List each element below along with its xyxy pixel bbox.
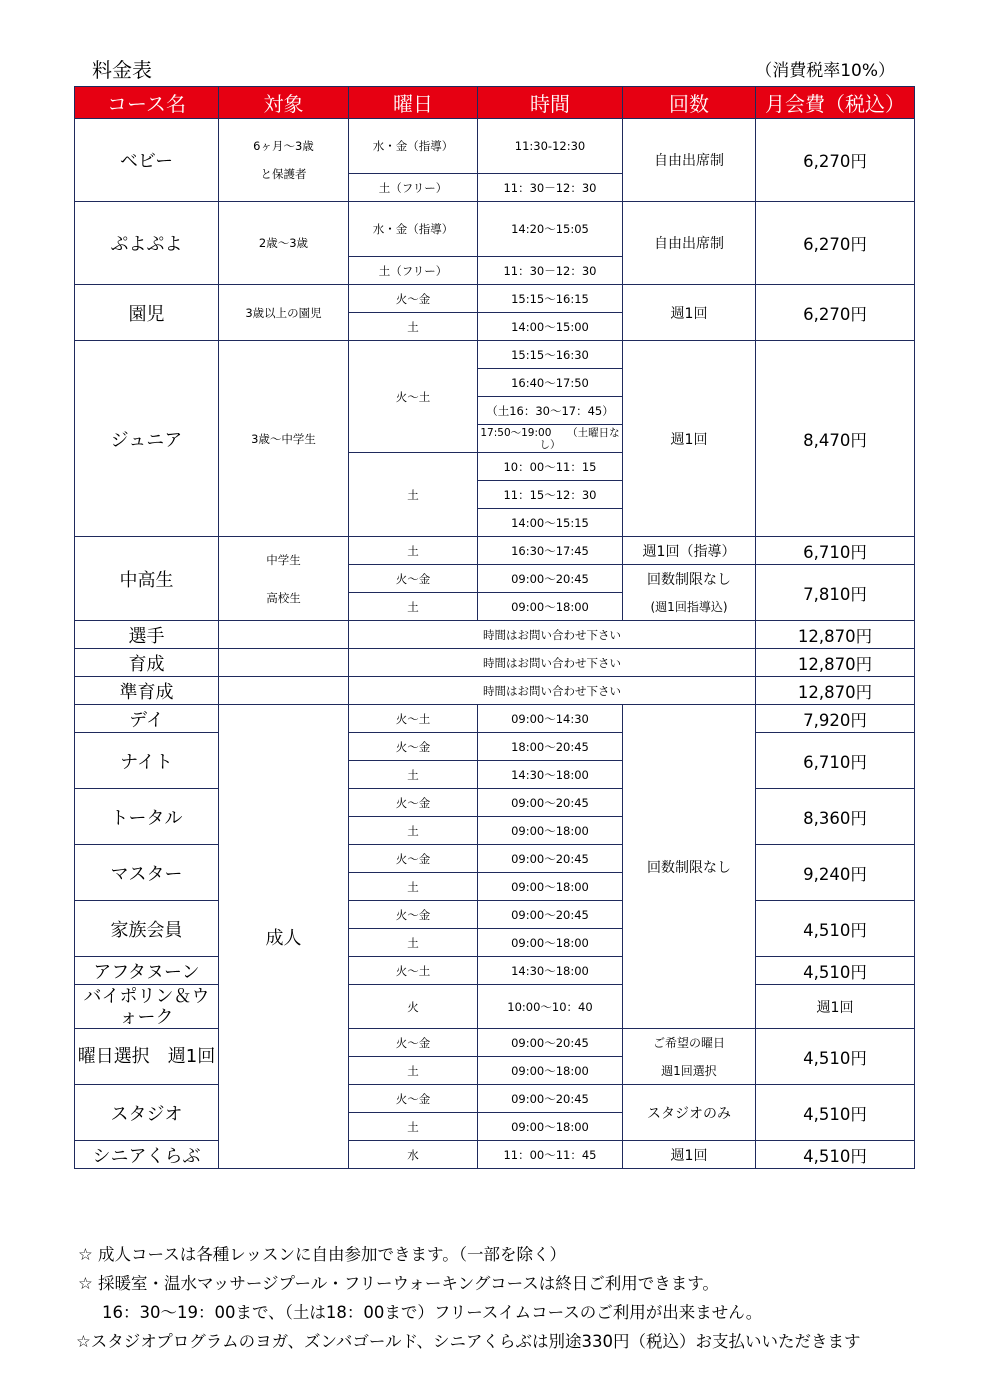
course-target: 3歳～中学生	[219, 341, 349, 537]
course-day: 火～土	[349, 341, 478, 453]
header-day: 曜日	[349, 87, 478, 119]
course-name: 中高生	[75, 537, 219, 621]
course-fee: 9,240円	[756, 845, 915, 901]
course-time: 10:00～10：40	[478, 985, 623, 1029]
course-name: アフタヌーン	[75, 957, 219, 985]
course-name: ぷよぷよ	[75, 202, 219, 285]
course-time: 09:00～20:45	[478, 1085, 623, 1113]
course-count: 自由出席制	[623, 119, 756, 202]
course-time: 14:00～15:15	[478, 509, 623, 537]
fee-table	[74, 86, 915, 1169]
course-day: 火～金	[349, 1085, 478, 1113]
course-name: シニアくらぶ	[75, 1141, 219, 1169]
course-fee: 7,920円	[756, 705, 915, 733]
course-time: 15:15～16:15	[478, 285, 623, 313]
course-time: 09:00～20:45	[478, 565, 623, 593]
course-day: 火～金	[349, 1029, 478, 1057]
course-time: 16:30～17:45	[478, 537, 623, 565]
course-day: 土（フリー）	[349, 257, 478, 285]
course-day: 火～金	[349, 901, 478, 929]
table-header-row	[75, 87, 915, 119]
course-fee: 4,510円	[756, 1141, 915, 1169]
course-day: 水・金（指導）	[349, 119, 478, 174]
table-row	[75, 649, 915, 677]
course-day: 火～土	[349, 705, 478, 733]
course-target	[219, 537, 349, 621]
table-row	[75, 789, 915, 817]
course-target: 成人	[219, 705, 349, 1169]
course-name: 育成	[75, 649, 219, 677]
header-count: 回数	[623, 87, 756, 119]
course-time: 14:20～15:05	[478, 202, 623, 257]
course-day: 火～金	[349, 285, 478, 313]
course-time: 09:00～18:00	[478, 929, 623, 957]
table-row	[75, 901, 915, 929]
inquiry-text: 時間はお問い合わせ下さい	[349, 621, 756, 649]
course-target	[219, 649, 349, 677]
course-target	[219, 677, 349, 705]
table-row	[75, 845, 915, 873]
course-name: バイポリン＆ウォーク	[75, 985, 219, 1029]
table-row	[75, 677, 915, 705]
course-time: 09:00～20:45	[478, 1029, 623, 1057]
course-count: 週1回	[623, 341, 756, 537]
table-row	[75, 1029, 915, 1057]
table-row	[75, 733, 915, 761]
course-time: 17:50～19:00 （土曜日なし）	[478, 425, 623, 453]
course-fee: 6,270円	[756, 202, 915, 285]
course-time: 15:15～16:30	[478, 341, 623, 369]
course-fee: 12,870円	[756, 649, 915, 677]
table-row	[75, 119, 915, 174]
table-row	[75, 285, 915, 313]
course-time: 09:00～20:45	[478, 901, 623, 929]
course-time: （土16：30～17：45）	[478, 397, 623, 425]
course-day: 土	[349, 537, 478, 565]
note-line: ☆ 採暖室・温水マッサージプール・フリーウォーキングコースは終日ご利用できます。	[78, 1274, 719, 1293]
course-count: 自由出席制	[623, 202, 756, 285]
course-name: 曜日選択 週1回	[75, 1029, 219, 1085]
course-time: 09:00～14:30	[478, 705, 623, 733]
course-time: 09:00～18:00	[478, 873, 623, 901]
course-day: 火～金	[349, 789, 478, 817]
note-line: ☆スタジオプログラムのヨガ、ズンバゴールド、シニアくらぶは別途330円（税込）お支払いいただきます	[76, 1332, 861, 1351]
course-count: スタジオのみ	[623, 1085, 756, 1141]
course-time: 18:00～20:45	[478, 733, 623, 761]
course-day: 火～金	[349, 845, 478, 873]
target-line: 6ヶ月～3歳	[253, 139, 314, 153]
inquiry-text: 時間はお問い合わせ下さい	[349, 649, 756, 677]
course-time: 11：00～11：45	[478, 1141, 623, 1169]
table-row	[75, 1085, 915, 1113]
course-fee: 8,360円	[756, 789, 915, 845]
course-day: 土	[349, 593, 478, 621]
course-time: 09:00～20:45	[478, 845, 623, 873]
course-fee: 8,470円	[756, 341, 915, 537]
notes	[78, 1240, 861, 1356]
course-name: ジュニア	[75, 341, 219, 537]
course-target	[219, 621, 349, 649]
note-line: 16：30～19：00まで、（土は18：00まで）フリースイムコースのご利用が出来ません。	[102, 1303, 763, 1322]
course-count: 週1回	[623, 285, 756, 341]
course-fee: 4,510円	[756, 901, 915, 957]
course-fee: 4,510円	[756, 1029, 915, 1085]
table-row	[75, 341, 915, 369]
target-line: 高校生	[266, 590, 301, 605]
course-fee: 6,270円	[756, 119, 915, 202]
course-name: トータル	[75, 789, 219, 845]
course-time: 11：30－12：30	[478, 257, 623, 285]
course-day: 水・金（指導）	[349, 202, 478, 257]
course-fee: 6,710円	[756, 537, 915, 565]
course-day: 土	[349, 313, 478, 341]
header-time: 時間	[478, 87, 623, 119]
course-time: 09:00～20:45	[478, 789, 623, 817]
target-line: 中学生	[266, 552, 301, 567]
table-row	[75, 537, 915, 565]
course-fee: 4,510円	[756, 1085, 915, 1141]
course-day: 水	[349, 1141, 478, 1169]
course-name: ナイト	[75, 733, 219, 789]
course-count: 回数制限なし	[623, 565, 756, 593]
course-time: 11：15～12：30	[478, 481, 623, 509]
course-time: 09:00～18:00	[478, 593, 623, 621]
table-row	[75, 621, 915, 649]
course-time: 11：30－12：30	[478, 174, 623, 202]
course-time: 09:00～18:00	[478, 1113, 623, 1141]
course-time: 14:30～18:00	[478, 761, 623, 789]
course-fee: 7,810円	[756, 565, 915, 621]
table-row	[75, 202, 915, 257]
table-row	[75, 705, 915, 733]
course-day: 土	[349, 453, 478, 537]
page-title: 料金表	[92, 58, 152, 82]
course-time: 16:40～17:50	[478, 369, 623, 397]
header-fee: 月会費（税込）	[756, 87, 915, 119]
course-time: 11:30-12:30	[478, 119, 623, 174]
course-day: 土	[349, 873, 478, 901]
course-count: 週1回	[623, 1141, 756, 1169]
course-name: デイ	[75, 705, 219, 733]
course-name: 家族会員	[75, 901, 219, 957]
course-day: 土	[349, 761, 478, 789]
course-name: ベビー	[75, 119, 219, 202]
course-name: 準育成	[75, 677, 219, 705]
course-count: ご希望の曜日	[623, 1029, 756, 1057]
course-time: 10：00～11：15	[478, 453, 623, 481]
course-day: 土	[349, 817, 478, 845]
inquiry-text: 時間はお問い合わせ下さい	[349, 677, 756, 705]
course-time: 09:00～18:00	[478, 817, 623, 845]
course-count: (週1回指導込)	[623, 593, 756, 621]
course-name: 園児	[75, 285, 219, 341]
course-count: 週1回（指導）	[623, 537, 756, 565]
course-day: 火～金	[349, 565, 478, 593]
course-day: 土	[349, 1057, 478, 1085]
course-time: 14:00～15:00	[478, 313, 623, 341]
course-count: 回数制限なし	[623, 705, 756, 1029]
course-day: 火	[349, 985, 478, 1029]
course-target: 3歳以上の園児	[219, 285, 349, 341]
course-name: マスター	[75, 845, 219, 901]
course-day: 土（フリー）	[349, 174, 478, 202]
course-target	[219, 119, 349, 202]
course-target: 2歳～3歳	[219, 202, 349, 285]
course-name: スタジオ	[75, 1085, 219, 1141]
course-day: 土	[349, 1113, 478, 1141]
course-fee: 12,870円	[756, 677, 915, 705]
course-count: 週1回	[756, 985, 915, 1029]
course-day: 火～土	[349, 957, 478, 985]
course-count: 週1回選択	[623, 1057, 756, 1085]
course-fee: 12,870円	[756, 621, 915, 649]
target-line: と保護者	[260, 167, 307, 181]
tax-rate-note: （消費税率10%）	[755, 61, 895, 81]
course-fee: 6,270円	[756, 285, 915, 341]
course-time: 09:00～18:00	[478, 1057, 623, 1085]
course-time: 14:30～18:00	[478, 957, 623, 985]
course-name: 選手	[75, 621, 219, 649]
header-course: コース名	[75, 87, 219, 119]
course-day: 土	[349, 929, 478, 957]
course-fee: 6,710円	[756, 733, 915, 789]
header-target: 対象	[219, 87, 349, 119]
course-fee: 4,510円	[756, 957, 915, 985]
note-line: ☆ 成人コースは各種レッスンに自由参加できます。（一部を除く）	[78, 1245, 566, 1264]
course-day: 火～金	[349, 733, 478, 761]
